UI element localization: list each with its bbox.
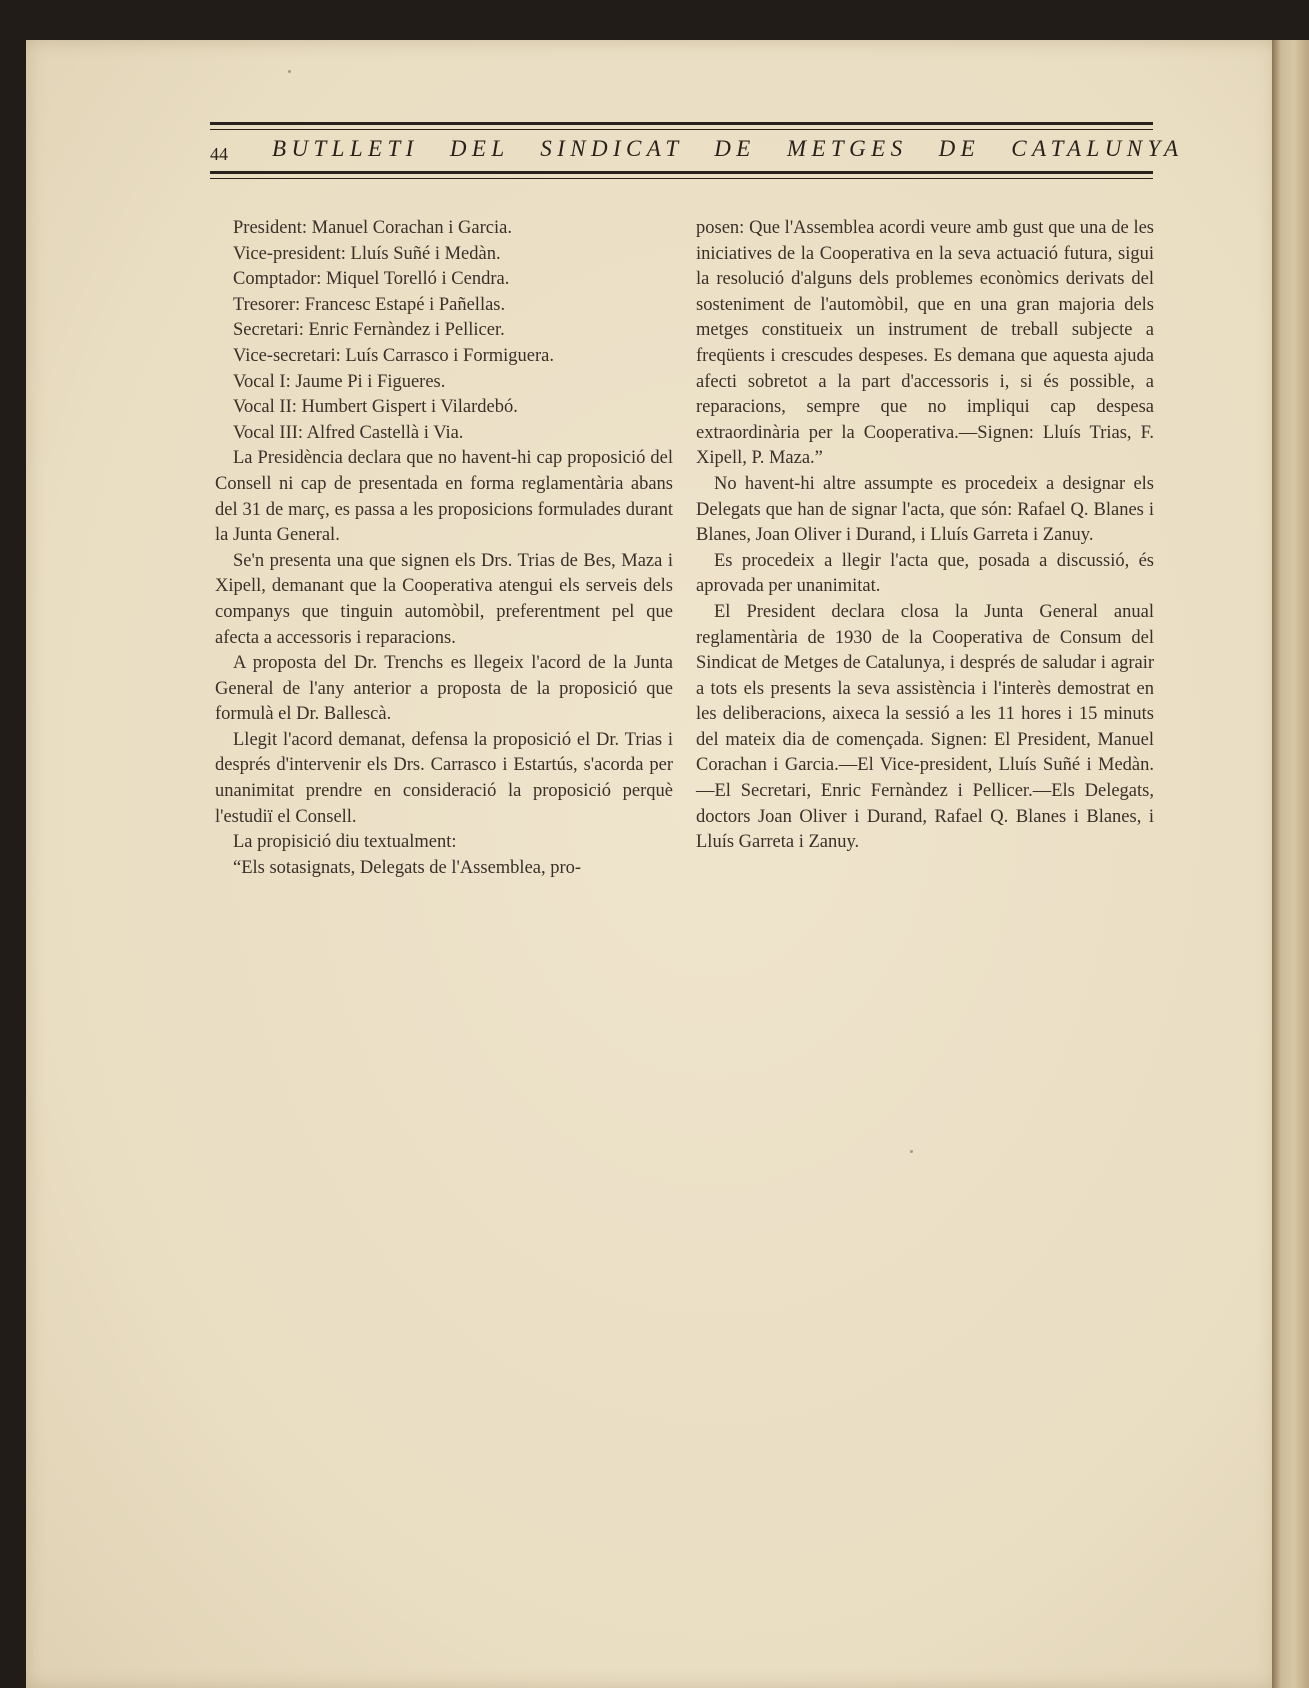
paragraph: La Presidència declara que no havent-hi cap proposició del Consell ni cap de presentada en forma reglamentària abans del 31 de març, es passa a les proposicions formulades durant la Junta General. — [215, 448, 673, 546]
paragraph: La propisició diu textualment: — [233, 832, 457, 853]
officer-vice-secretari: Vice-secretari: Luís Carrasco i Formiguera. — [233, 345, 554, 366]
page-number: 44 — [210, 144, 228, 164]
page-binding-edge — [1272, 40, 1309, 1688]
running-title: BUTLLETI DEL SINDICAT DE METGES DE CATALUNYA — [272, 136, 1184, 161]
officer-vocal-3: Vocal III: Alfred Castellà i Via. — [233, 422, 464, 443]
paragraph: Llegit l'acord demanat, defensa la proposició el Dr. Trias i després d'intervenir els Drs. Carrasco i Estartús, s'acorda per unanimitat prendre en consideració la proposició perquè l'estudiï el Consell. — [215, 729, 673, 827]
paper-speck — [910, 1150, 913, 1153]
officer-secretari: Secretari: Enric Fernàndez i Pellicer. — [233, 320, 505, 341]
paragraph: Se'n presenta una que signen els Drs. Trias de Bes, Maza i Xipell, demanant que la Cooperativa atengui els serveis dels companys que tinguin automòbil, preferentment pel que afecta a accessoris i reparacions. — [215, 550, 673, 648]
header-rule-top — [210, 122, 1153, 125]
officer-vocal-2: Vocal II: Humbert Gispert i Vilardebó. — [233, 397, 518, 418]
header-row — [210, 136, 1184, 168]
header-rule-bottom-thin — [210, 178, 1153, 179]
running-header — [210, 122, 1184, 194]
officer-comptador: Comptador: Miquel Torelló i Cendra. — [233, 269, 510, 290]
paragraph: “Els sotasignats, Delegats de l'Assemblea, pro- — [233, 857, 582, 878]
paragraph: posen: Que l'Assemblea acordi veure amb gust que una de les iniciatives de la Cooperativa en la seva actuació futura, sigui la resolució d'alguns dels problemes econòmics derivats del sosteniment de l'automòbil, que en una gran majoria dels metges constitueix un instrument de treball subjecte a freqüents i crescudes despeses. Es demana que aquesta ajuda afecti sobretot a la part d'accessoris i, si és possible, a reparacions, sempre que no impliqui cap despesa extraordinària per la Cooperativa.—Signen: Lluís Trias, F. Xipell, P. Maza.” — [696, 218, 1154, 469]
officer-vice-president: Vice-president: Lluís Suñé i Medàn. — [233, 243, 501, 264]
officer-president: President: Manuel Corachan i Garcia. — [233, 218, 512, 238]
header-rule-bottom — [210, 171, 1153, 174]
officer-list — [215, 216, 673, 446]
right-column — [696, 216, 1154, 856]
paragraph: A proposta del Dr. Trenchs es llegeix l'acord de la Junta General de l'any anterior a proposta de la proposició que formulà el Dr. Ballescà. — [215, 653, 673, 725]
officer-vocal-1: Vocal I: Jaume Pi i Figueres. — [233, 371, 446, 392]
paragraph: Es procedeix a llegir l'acta que, posada a discussió, és aprovada per unanimitat. — [696, 550, 1154, 597]
paragraph: No havent-hi altre assumpte es procedeix a designar els Delegats que han de signar l'acta, que són: Rafael Q. Blanes i Blanes, Joan Oliver i Durand, i Lluís Garreta i Zanuy. — [696, 473, 1154, 546]
left-column — [215, 216, 673, 881]
paper-speck — [288, 70, 291, 73]
paragraph: El President declara closa la Junta General anual reglamentària de 1930 de la Cooperativa de Consum del Sindicat de Metges de Catalunya, i després de saludar i agrair a tots els presents la seva assistència i l'interès demostrat en les deliberacions, aixeca la sessió a les 11 hores i 15 minuts del mateix dia de començada. Signen: El President, Manuel Corachan i Garcia.—El Vice-president, Lluís Suñé i Medàn.—El Secretari, Enric Fernàndez i Pellicer.—Els Delegats, doctors Joan Oliver i Durand, Rafael Q. Blanes i Blanes, i Lluís Garreta i Zanuy. — [696, 601, 1154, 853]
header-rule-top-thin — [210, 129, 1153, 130]
officer-tresorer: Tresorer: Francesc Estapé i Pañellas. — [233, 294, 506, 315]
